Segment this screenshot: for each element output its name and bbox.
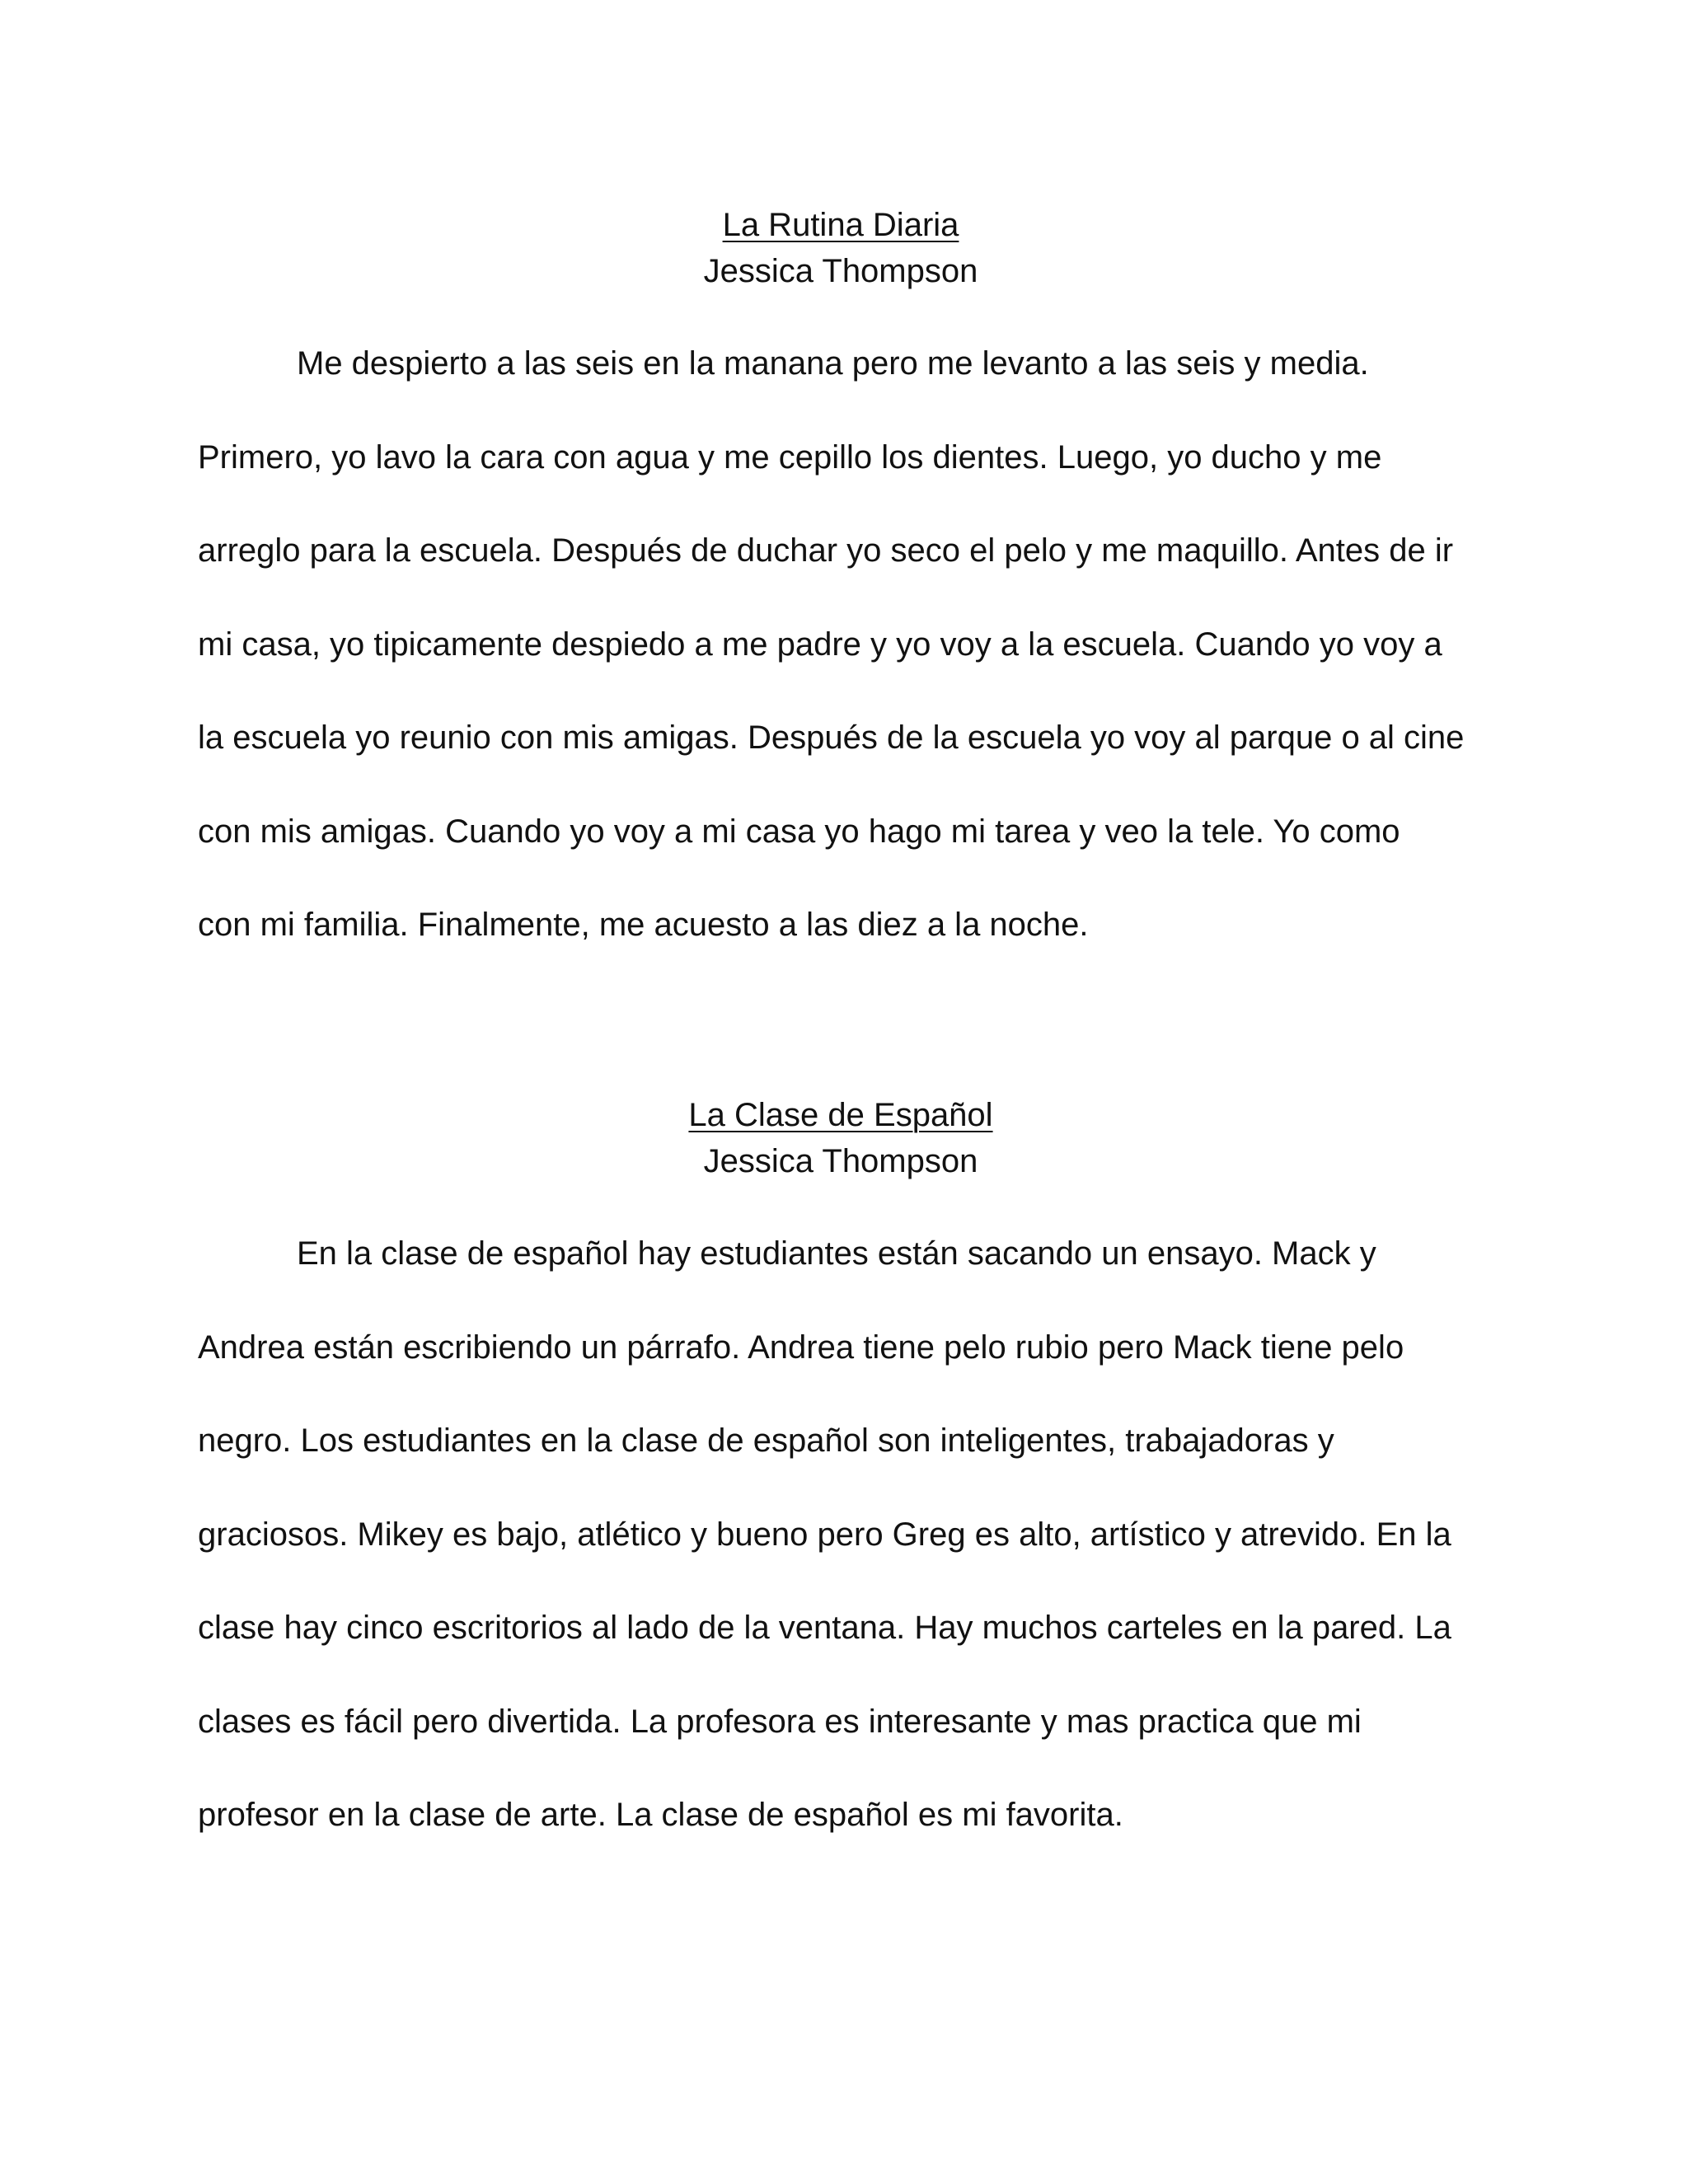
paragraph-line: En la clase de español hay estudiantes están sacando un ensayo. Mack y — [297, 1235, 1376, 1272]
paragraph-line: clases es fácil pero divertida. La profesora es interesante y mas practica que mi — [198, 1703, 1362, 1740]
essay-body — [198, 340, 1484, 996]
essay-title: La Rutina Diaria — [722, 207, 959, 243]
essay-author: Jessica Thompson — [703, 1143, 978, 1179]
paragraph-line: profesor en la clase de arte. La clase de español es mi favorita. — [198, 1797, 1123, 1833]
paragraph-line: la escuela yo reunio con mis amigas. Después de la escuela yo voy al parque o al cine — [198, 719, 1465, 756]
essay-title: La Clase de Español — [688, 1097, 993, 1133]
paragraph-line: Me despierto a las seis en la manana pero me levanto a las seis y media. — [297, 345, 1369, 382]
paragraph-line: graciosos. Mikey es bajo, atlético y bueno pero Greg es alto, artístico y atrevido. En la — [198, 1516, 1451, 1553]
essay-author: Jessica Thompson — [703, 253, 978, 289]
paragraph-line: con mi familia. Finalmente, me acuesto a las diez a la noche. — [198, 907, 1089, 943]
essay-clase-de-espanol — [198, 1092, 1484, 1886]
paragraph-line: arreglo para la escuela. Después de duchar yo seco el pelo y me maquillo. Antes de ir — [198, 532, 1454, 569]
paragraph-line: mi casa, yo tipicamente despiedo a me padre y yo voy a la escuela. Cuando yo voy a — [198, 626, 1442, 663]
essay-rutina-diaria — [198, 202, 1484, 996]
essay-body — [198, 1230, 1484, 1886]
paragraph-line: Primero, yo lavo la cara con agua y me cepillo los dientes. Luego, yo ducho y me — [198, 438, 1382, 476]
paragraph-line: Andrea están escribiendo un párrafo. Andrea tiene pelo rubio pero Mack tiene pelo — [198, 1329, 1404, 1366]
paragraph-line: clase hay cinco escritorios al lado de la ventana. Hay muchos carteles en la pared. La — [198, 1610, 1451, 1646]
paragraph-line: negro. Los estudiantes en la clase de español son inteligentes, trabajadoras y — [198, 1422, 1334, 1459]
paragraph-line: con mis amigas. Cuando yo voy a mi casa yo hago mi tarea y veo la tele. Yo como — [198, 813, 1400, 850]
